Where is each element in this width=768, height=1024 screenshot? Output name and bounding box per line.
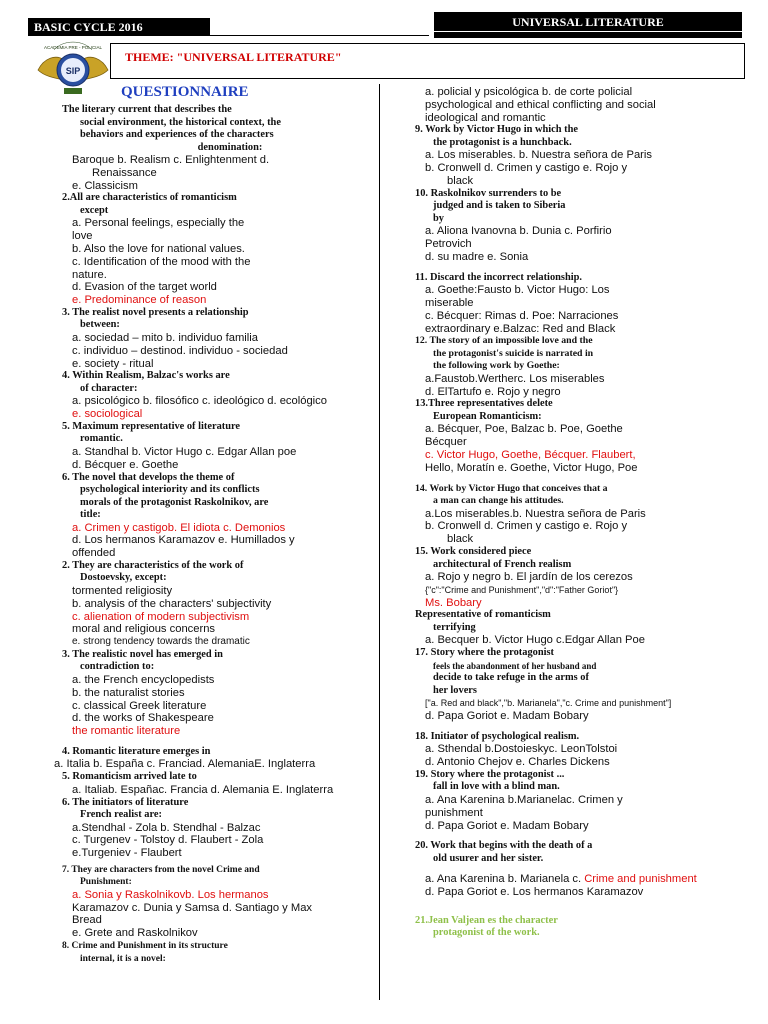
answers-7: tormented religiosity b. analysis of the characters' subjectivity c. alienation of modern subjectivism moral and religious concerns e. strong tendency towards the dramatic	[72, 584, 272, 648]
answers-22: ["a. Red and black","b. Marianela","c. Crime and punishment"] d. Papa Goriot e. Madam Bobary	[425, 698, 672, 723]
right-column	[415, 86, 717, 940]
question-22: 17. Story where the protagonist feels the abandonment of her husband and decide to take refuge in the arms of her lovers	[415, 647, 597, 696]
answers-9: a. Italia b. España c. Franciad. AlemaniaE. Inglaterra	[54, 758, 316, 771]
question-16: 11. Discard the incorrect relationship.	[415, 271, 583, 283]
answers-1: Baroque b. Realism c. Enlightenment d. Renaissance e. Classicism	[72, 154, 270, 192]
question-25: 20. Work that begins with the death of a old usurer and her sister.	[415, 840, 593, 864]
answers-24: a. Ana Karenina b.Marianelac. Crimen y punishment d. Papa Goriot e. Madam Bobary	[425, 793, 623, 832]
question-23: 18. Initiator of psychological realism.	[415, 730, 580, 742]
question-24: 19. Story where the protagonist ... fall in love with a blind man.	[415, 768, 565, 793]
cycle-label: BASIC CYCLE 2016	[28, 18, 210, 36]
question-17: 12. The story of an impossible love and the the protagonist's suicide is narrated in the following work by Goethe:	[415, 335, 594, 372]
answers-23: a. Sthendal b.Dostoieskyc. LeonTolstoi d. Antonio Chejov e. Charles Dickens	[425, 743, 618, 769]
answers-12: a. Sonia y Raskolnikovb. Los hermanos Karamazov c. Dunia y Samsa d. Santiago y Max Bread e. Grete and Raskolnikov	[72, 888, 313, 940]
answers-4: a. psicológico b. filosófico c. ideológico d. ecológico e. sociological	[72, 395, 327, 421]
question-21: Representative of romanticism terrifying	[415, 609, 551, 633]
question-4: 4. Within Realism, Balzac's works are of character:	[62, 370, 230, 394]
question-8: 3. The realistic novel has emerged in contradiction to:	[62, 648, 223, 673]
answers-19: a.Los miserables.b. Nuestra señora de Paris b. Cronwell d. Crimen y castigo e. Rojo y black	[425, 507, 646, 546]
answers-5: a. Standhal b. Victor Hugo c. Edgar Allan poe d. Bécquer e. Goethe	[72, 445, 297, 471]
question-6: 6. The novel that develops the theme of psychological interiority and its conflicts morals of the protagonist Raskolnikov, are title:	[62, 471, 269, 521]
answers-13: a. policial y psicológica b. de corte policial psychological and ethical conflicting and social ideological and romantic	[425, 86, 656, 124]
theme-title: THEME: "UNIVERSAL LITERATURE"	[125, 50, 342, 64]
questionnaire-title: QUESTIONNAIRE	[121, 84, 249, 100]
answers-20: a. Rojo y negro b. El jardín de los cerezos {"c":"Crime and Punishment","d":"Father Goriot"} Ms. Bobary	[425, 571, 633, 609]
question-5: 5. Maximum representative of literature romantic.	[62, 420, 241, 445]
question-12: 7. They are characters from the novel Crime and Punishment:	[62, 864, 260, 888]
answers-2: a. Personal feelings, especially the love b. Also the love for national values. c. Identification of the mood with the nature. d. Evasion of the target world e. Predominance of reason	[72, 217, 251, 307]
question-10: 5. Romanticism arrived late to	[62, 771, 197, 783]
logo-badge: SIP	[65, 66, 81, 76]
question-13: 8. Crime and Punishment in its structure internal, it is a novel:	[62, 941, 228, 964]
answers-16: a. Goethe:Fausto b. Victor Hugo: Los miserable c. Bécquer: Rimas d. Poe: Narraciones extraordinary e.Balzac: Red and Black	[425, 284, 619, 335]
answers-17: a.Faustob.Wertherc. Los miserables d. ElTartufo e. Rojo y negro	[425, 372, 605, 398]
question-11: 6. The initiators of literature French realist are:	[62, 796, 189, 820]
answers-15: a. Aliona Ivanovna b. Dunia c. Porfirio Petrovich d. su madre e. Sonia	[425, 225, 612, 263]
answers-21: a. Becquer b. Victor Hugo c.Edgar Allan Poe	[425, 634, 645, 647]
question-26: 21.Jean Valjean es the character protagonist of the work.	[415, 914, 558, 939]
question-7: 2. They are characteristics of the work of Dostoevsky, except:	[62, 559, 244, 584]
question-14: 9. Work by Victor Hugo in which the the protagonist is a hunchback.	[415, 124, 579, 148]
answers-14: a. Los miserables. b. Nuestra señora de Paris b. Cronwell d. Crimen y castigo e. Rojo y black	[425, 149, 652, 187]
logo-text: ACADEMIA PRE - POLICIAL	[43, 45, 103, 50]
academy-logo-icon	[34, 40, 112, 98]
subject-label: UNIVERSAL LITERATURE	[434, 12, 742, 38]
answers-3: a. sociedad – mito b. individuo familia c. individuo – destinod. individuo - sociedad e. society - ritual	[72, 331, 288, 370]
question-18: 13.Three representatives delete European Romanticism:	[415, 398, 553, 422]
theme-box	[110, 43, 745, 79]
answers-18: a. Bécquer, Poe, Balzac b. Poe, Goethe Bécquer c. Victor Hugo, Goethe, Bécquer. Flaubert, Hello, Moratín e. Goethe, Victor Hugo, Poe	[425, 423, 638, 474]
answers-8: a. the French encyclopedists b. the naturalist stories c. classical Greek literature d. the works of Shakespeare the romantic literature	[72, 673, 215, 738]
question-20: 15. Work considered piece architectural of French realism	[415, 546, 572, 570]
question-1: The literary current that describes the social environment, the historical context, the behaviors and experiences of the characters denomination:	[62, 104, 281, 153]
answers-6: a. Crimen y castigob. El idiota c. Demonios d. Los hermanos Karamazov e. Humillados y offended	[72, 521, 295, 560]
question-9: 4. Romantic literature emerges in	[62, 745, 211, 757]
header-rule-right	[434, 31, 742, 32]
answers-11: a.Stendhal - Zola b. Stendhal - Balzac c. Turgenev - Tolstoy d. Flaubert - Zola e.Turgeniev - Flaubert	[72, 821, 264, 860]
question-15: 10. Raskolnikov surrenders to be judged and is taken to Siberia by	[415, 187, 566, 224]
answers-10: a. Italiab. Españac. Francia d. Alemania E. Inglaterra	[72, 783, 334, 796]
question-19: 14. Work by Victor Hugo that conceives that a a man can change his attitudes.	[415, 482, 608, 507]
answers-25: a. Ana Karenina b. Marianela c. Crime and punishment d. Papa Goriot e. Los hermanos Karamazov	[425, 873, 697, 899]
question-3: 3. The realist novel presents a relationship between:	[62, 306, 249, 331]
question-2: 2.All are characteristics of romanticism except	[62, 192, 237, 216]
left-column	[54, 104, 398, 965]
header-rule	[204, 35, 429, 36]
